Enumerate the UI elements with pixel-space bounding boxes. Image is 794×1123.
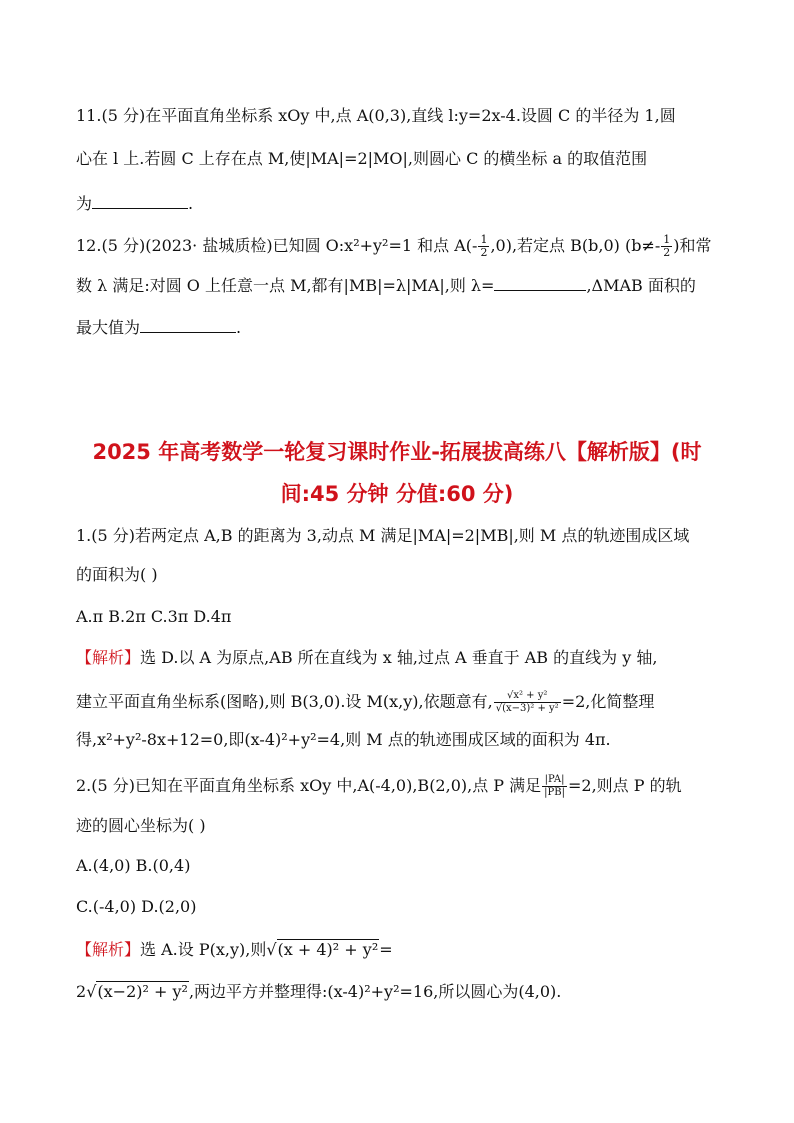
p1-solution-2	[76, 690, 718, 715]
q12-line-2	[76, 276, 718, 294]
p1-frac-numerator: √x² + y²	[494, 690, 561, 703]
p2-line-1-a: 2.(5 分)已知在平面直角坐标系 xOy 中,A(-4,0),B(2,0),点 P 满足	[76, 776, 542, 795]
q12-line-1-b: ,0),若定点 B(b,0) (b≠-	[490, 236, 661, 255]
p2-solution-2	[76, 984, 718, 1000]
p2-sqrt-expr-2: (x−2)² + y²	[97, 982, 188, 1001]
p1-solution-1-text: 选 D.以 A 为原点,AB 所在直线为 x 轴,过点 A 垂直于 AB 的直线为 y 轴,	[140, 648, 658, 667]
p2-frac-denominator: |PB|	[544, 787, 565, 798]
p2-sqrt-sign-1: √	[266, 940, 277, 959]
p2-sqrt-expr-1: (x + 4)² + y²	[277, 940, 379, 959]
p1-solution-1	[76, 650, 718, 666]
p2-line-2: 迹的圆心坐标为( )	[76, 816, 206, 835]
p2-solution-1-b: =	[379, 940, 393, 959]
p2-options-ab: A.(4,0) B.(0,4)	[76, 856, 191, 875]
p2-solution-2-a: 2	[76, 982, 87, 1001]
p2-options-cd: C.(-4,0) D.(2,0)	[76, 897, 197, 916]
section-title-line-2: 间:45 分钟 分值:60 分)	[280, 482, 514, 506]
p2-line-1-b: =2,则点 P 的轨	[567, 776, 682, 795]
q11-line-3-text: 为	[76, 194, 93, 213]
p1-line-2: 的面积为( )	[76, 565, 158, 584]
p1-frac-denominator: √(x−3)² + y²	[495, 703, 559, 714]
q11-line-3-end: .	[188, 194, 194, 213]
q12-line-3-a: 最大值为	[76, 318, 141, 337]
p1-distance-ratio-fraction	[494, 690, 561, 715]
q12-half-fraction-a	[478, 234, 489, 259]
q12-half-num-b: 1	[663, 233, 671, 246]
q12-area-blank	[140, 318, 236, 333]
p1-solution-tag: 【解析】	[76, 648, 141, 667]
q12-line-1-a: 12.(5 分)(2023· 盐城质检)已知圆 O:x²+y²=1 和点 A(-	[76, 236, 478, 255]
q12-lambda-blank	[494, 276, 586, 291]
p2-line-1	[76, 774, 718, 799]
p1-solution-2-a: 建立平面直角坐标系(图略),则 B(3,0).设 M(x,y),依题意有,	[76, 692, 493, 711]
q12-half-num-a: 1	[480, 233, 488, 246]
q12-half-den-b: 2	[663, 246, 671, 259]
p1-line-1: 1.(5 分)若两定点 A,B 的距离为 3,动点 M 满足|MA|=2|MB|,则 M 点的轨迹围成区域	[76, 526, 690, 545]
q11-answer-blank	[92, 194, 188, 209]
p2-solution-2-b: ,两边平方并整理得:(x-4)²+y²=16,所以圆心为(4,0).	[188, 982, 562, 1001]
q12-line-3-b: .	[236, 318, 242, 337]
q12-half-den-a: 2	[480, 246, 488, 259]
p2-ratio-fraction	[542, 774, 567, 799]
q11-line-2: 心在 l 上.若圆 C 上存在点 M,使|MA|=2|MO|,则圆心 C 的横坐标 a 的取值范围	[76, 149, 648, 168]
p2-solution-1	[76, 942, 718, 958]
p2-frac-numerator: |PA|	[542, 774, 567, 787]
p2-solution-1-a: 选 A.设 P(x,y),则	[140, 940, 267, 959]
q12-line-1	[76, 234, 718, 259]
q12-line-3	[76, 318, 718, 336]
p1-solution-2-b: =2,化简整理	[561, 692, 655, 711]
section-title-line-1: 2025 年高考数学一轮复习课时作业-拓展拔高练八【解析版】(时	[92, 440, 702, 464]
q11-line-1: 11.(5 分)在平面直角坐标系 xOy 中,点 A(0,3),直线 l:y=2x-4.设圆 C 的半径为 1,圆	[76, 106, 676, 125]
p1-solution-3: 得,x²+y²-8x+12=0,即(x-4)²+y²=4,则 M 点的轨迹围成区域的面积为 4π.	[76, 730, 611, 749]
q12-half-fraction-b	[661, 234, 672, 259]
q12-line-1-c: )和常	[673, 236, 712, 255]
p2-sqrt-sign-2: √	[86, 982, 97, 1001]
p2-solution-tag: 【解析】	[76, 940, 141, 959]
q12-line-2-b: ,ΔMAB 面积的	[586, 276, 696, 295]
q11-line-3	[76, 194, 718, 212]
p1-options: A.π B.2π C.3π D.4π	[76, 607, 232, 626]
q12-line-2-a: 数 λ 满足:对圆 O 上任意一点 M,都有|MB|=λ|MA|,则 λ=	[76, 276, 495, 295]
